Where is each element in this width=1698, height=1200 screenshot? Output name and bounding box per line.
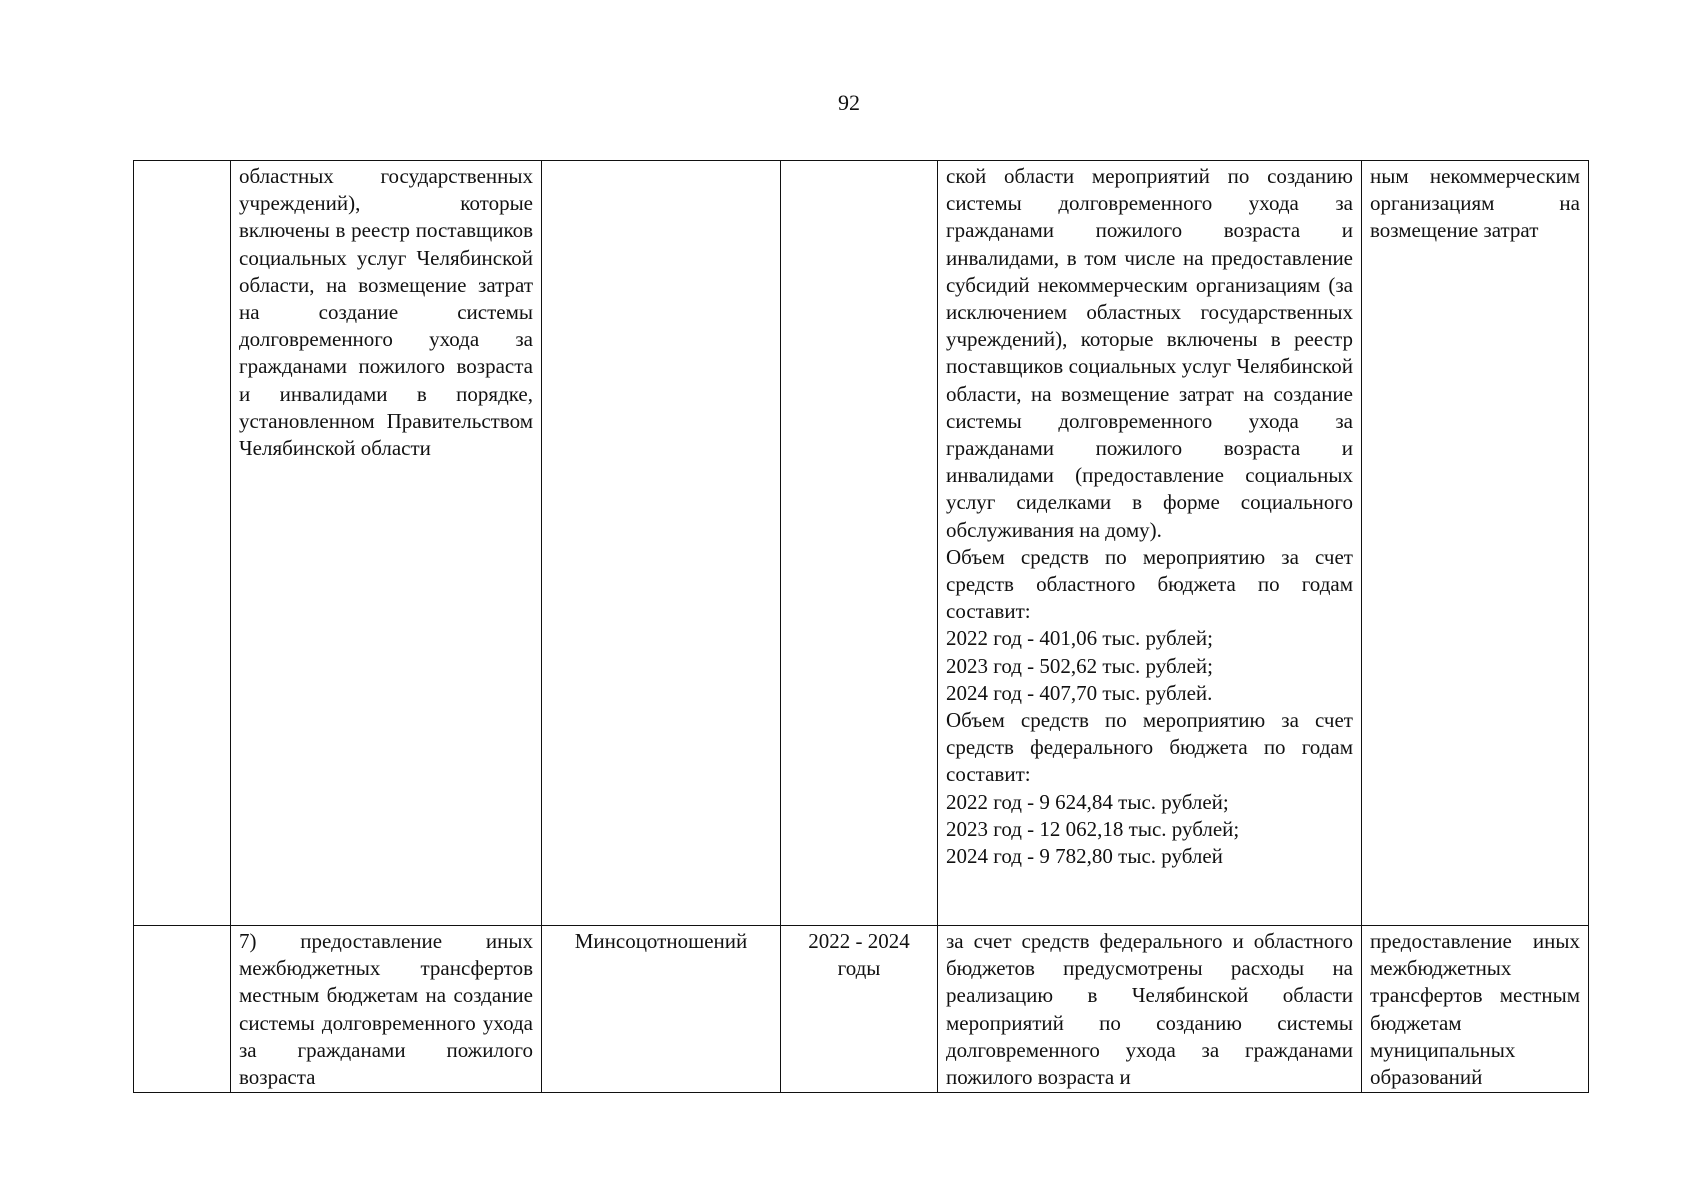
measures-table: [133, 160, 1589, 1093]
cell-period: 2022 - 2024 годы: [781, 926, 938, 1093]
table-row: [134, 926, 1589, 1093]
cell-description: [938, 161, 1362, 926]
table-row: [134, 161, 1589, 926]
cell-responsible: Минсоцотношений: [542, 926, 781, 1093]
cell-period: [781, 161, 938, 926]
federal-year-2024: 2024 год - 9 782,80 тыс. рублей: [946, 844, 1223, 869]
cell-measure-name: областных государственных учреждений), которые включены в реестр поставщиков социальных услуг Челябинской области, на возмещение затрат на создание системы долговременного ухода за гражданами пожилого возраста и инвалидами в порядке, установленном Правительством Челябинской области: [231, 161, 542, 926]
regional-year-2023: 2023 год - 502,62 тыс. рублей;: [946, 653, 1214, 678]
regional-year-2024: 2024 год - 407,70 тыс. рублей.: [946, 680, 1213, 705]
cell-description: за счет средств федерального и областного бюджетов предусмотрены расходы на реализацию в Челябинской области мероприятий по созданию системы долговременного ухода за гражданами пожилого возраста и: [938, 926, 1362, 1093]
cell-result: ным некоммерческим организациям на возмещение затрат: [1362, 161, 1589, 926]
page-number: 92: [838, 90, 860, 115]
regional-budget-intro: Объем средств по мероприятию за счет средств областного бюджета по годам составит:: [946, 544, 1353, 624]
federal-year-2022: 2022 год - 9 624,84 тыс. рублей;: [946, 789, 1229, 814]
cell-measure-name: 7) предоставление иных межбюджетных трансфертов местным бюджетам на создание системы долговременного ухода за гражданами пожилого возраста: [231, 926, 542, 1093]
cell-responsible: [542, 161, 781, 926]
federal-year-2023: 2023 год - 12 062,18 тыс. рублей;: [946, 816, 1240, 841]
cell-number: [134, 926, 231, 1093]
description-paragraph: ской области мероприятий по созданию системы долговременного ухода за гражданами пожилого возраста и инвалидами, в том числе на предоставление субсидий некоммерческим организациям (за исключением областных государственных учреждений), которые включены в реестр поставщиков социальных услуг Челябинской области, на возмещение затрат на создание системы долговременного ухода за гражданами пожилого возраста и инвалидами (предоставление социальных услуг сиделками в форме социального обслуживания на дому).: [946, 164, 1353, 542]
federal-budget-intro: Объем средств по мероприятию за счет средств федерального бюджета по годам составит:: [946, 708, 1353, 787]
regional-year-2022: 2022 год - 401,06 тыс. рублей;: [946, 626, 1214, 651]
cell-result: предоставление иных межбюджетных трансфертов местным бюджетам муниципальных образований: [1362, 926, 1589, 1093]
cell-number: [134, 161, 231, 926]
